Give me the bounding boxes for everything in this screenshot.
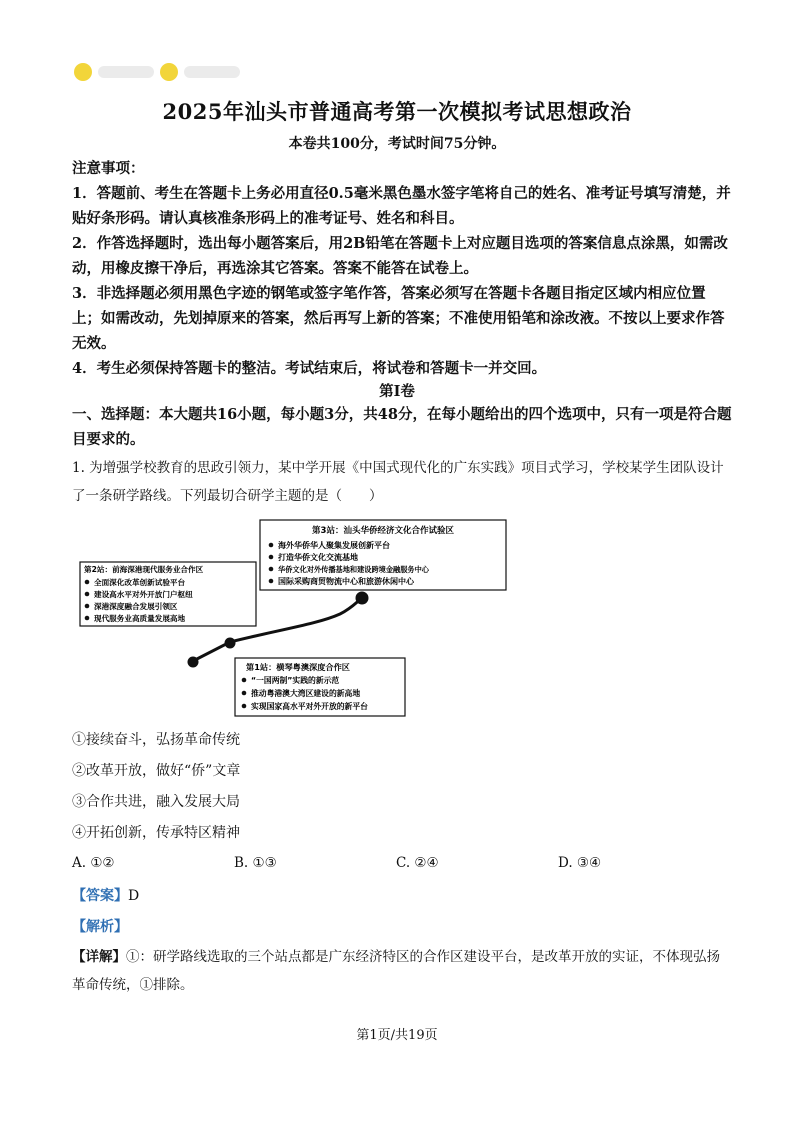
station-1-box (235, 658, 405, 716)
notice-item-2: 2．作答选择题时，选出每小题答案后，用2B铅笔在答题卡上对应题目选项的答案信息点涂黑，如需改动，用橡皮擦干净后，再选涂其它答案。答案不能答在试卷上。 (72, 235, 728, 277)
station-3-item: 国际采购商贸物流中心和旅游休闲中心 (278, 577, 414, 586)
station-2-item: 现代服务业高质量发展高地 (94, 614, 186, 623)
analysis-label: 【解析】 (72, 919, 128, 935)
station-1-item: 实现国家高水平对外开放的新平台 (251, 702, 368, 711)
research-route-figure (78, 518, 508, 718)
page-title: 2025年汕头市普通高考第一次模拟考试思想政治 (162, 99, 632, 124)
station-2-item: 深港深度融合发展引领区 (94, 602, 178, 611)
page-subtitle: 本卷共100分，考试时间75分钟。 (288, 136, 506, 152)
statement-4: ④开拓创新，传承特区精神 (72, 825, 240, 841)
station-3-title: 第3站：汕头华侨经济文化合作试验区 (312, 526, 454, 536)
question-1-stem: 1. 为增强学校教育的思政引领力，某中学开展《中国式现代化的广东实践》项目式学习，学校某学生团队设计了一条研学路线。下列最切合研学主题的是（ ） (72, 460, 724, 504)
station-2-item: 全面深化改革创新试验平台 (94, 578, 186, 587)
station-3-item: 打造华侨文化交流基地 (278, 553, 358, 562)
detail-label: 【详解】 (72, 949, 126, 965)
route-point-3 (356, 592, 369, 605)
section-title: 第Ⅰ卷 (379, 383, 415, 400)
statement-1: ①接续奋斗，弘扬革命传统 (72, 732, 240, 748)
detail-paragraph (72, 943, 732, 999)
option-b: B. ①③ (234, 855, 277, 871)
answer-value: D (128, 888, 140, 904)
part1-instructions: 一、选择题：本大题共16小题，每小题3分，共48分，在每小题给出的四个选项中，只有一项是符合题目要求的。 (72, 406, 732, 448)
notice-item-4: 4．考生必须保持答题卡的整洁。考试结束后，将试卷和答题卡一并交回。 (72, 360, 547, 377)
detail-text: ①：研学路线选取的三个站点都是广东经济特区的合作区建设平台，是改革开放的实证，不体现弘扬革命传统，①排除。 (72, 949, 720, 993)
publisher-logo (72, 60, 242, 86)
answer-label: 【答案】 (72, 888, 128, 904)
station-3-item: 华侨文化对外传播基地和建设跨境金融服务中心 (278, 565, 429, 574)
station-3-box (260, 520, 506, 590)
notice-heading: 注意事项： (72, 160, 145, 177)
statement-3: ③合作共进，融入发展大局 (72, 794, 240, 810)
option-d: D. ③④ (558, 855, 602, 871)
option-c: C. ②④ (396, 855, 439, 871)
statement-2: ②改革开放，做好“侨”文章 (72, 763, 241, 779)
station-1-item: “一国两制”实践的新示范 (251, 676, 340, 685)
option-a: A. ①② (72, 855, 115, 871)
analysis-line (72, 916, 128, 936)
notice-item-3: 3．非选择题必须用黑色字迹的钢笔或签字笔作答，答案必须写在答题卡各题目指定区域内相应位置上；如需改动，先划掉原来的答案，然后再写上新的答案；不准使用铅笔和涂改液。不按以上要求作答无效。 (72, 285, 725, 352)
station-3-item: 海外华侨华人聚集发展创新平台 (278, 541, 390, 550)
station-2-item: 建设高水平对外开放门户枢纽 (94, 590, 193, 599)
notice-item-1: 1．答题前、考生在答题卡上务必用直径0.5毫米黑色墨水签字笔将自己的姓名、准考证号填写清楚，并贴好条形码。请认真核准条形码上的准考证号、姓名和科目。 (72, 185, 731, 227)
page-footer: 第1页/共19页 (356, 1028, 438, 1043)
station-2-title: 第2站：前海深港现代服务业合作区 (84, 565, 204, 574)
station-2-box (80, 562, 256, 626)
station-1-title: 第1站：横琴粤澳深度合作区 (246, 662, 350, 672)
answer-line (72, 885, 139, 905)
route-point-2 (225, 638, 236, 649)
station-1-item: 推动粤港澳大湾区建设的新高地 (251, 689, 361, 698)
route-point-1 (188, 657, 199, 668)
